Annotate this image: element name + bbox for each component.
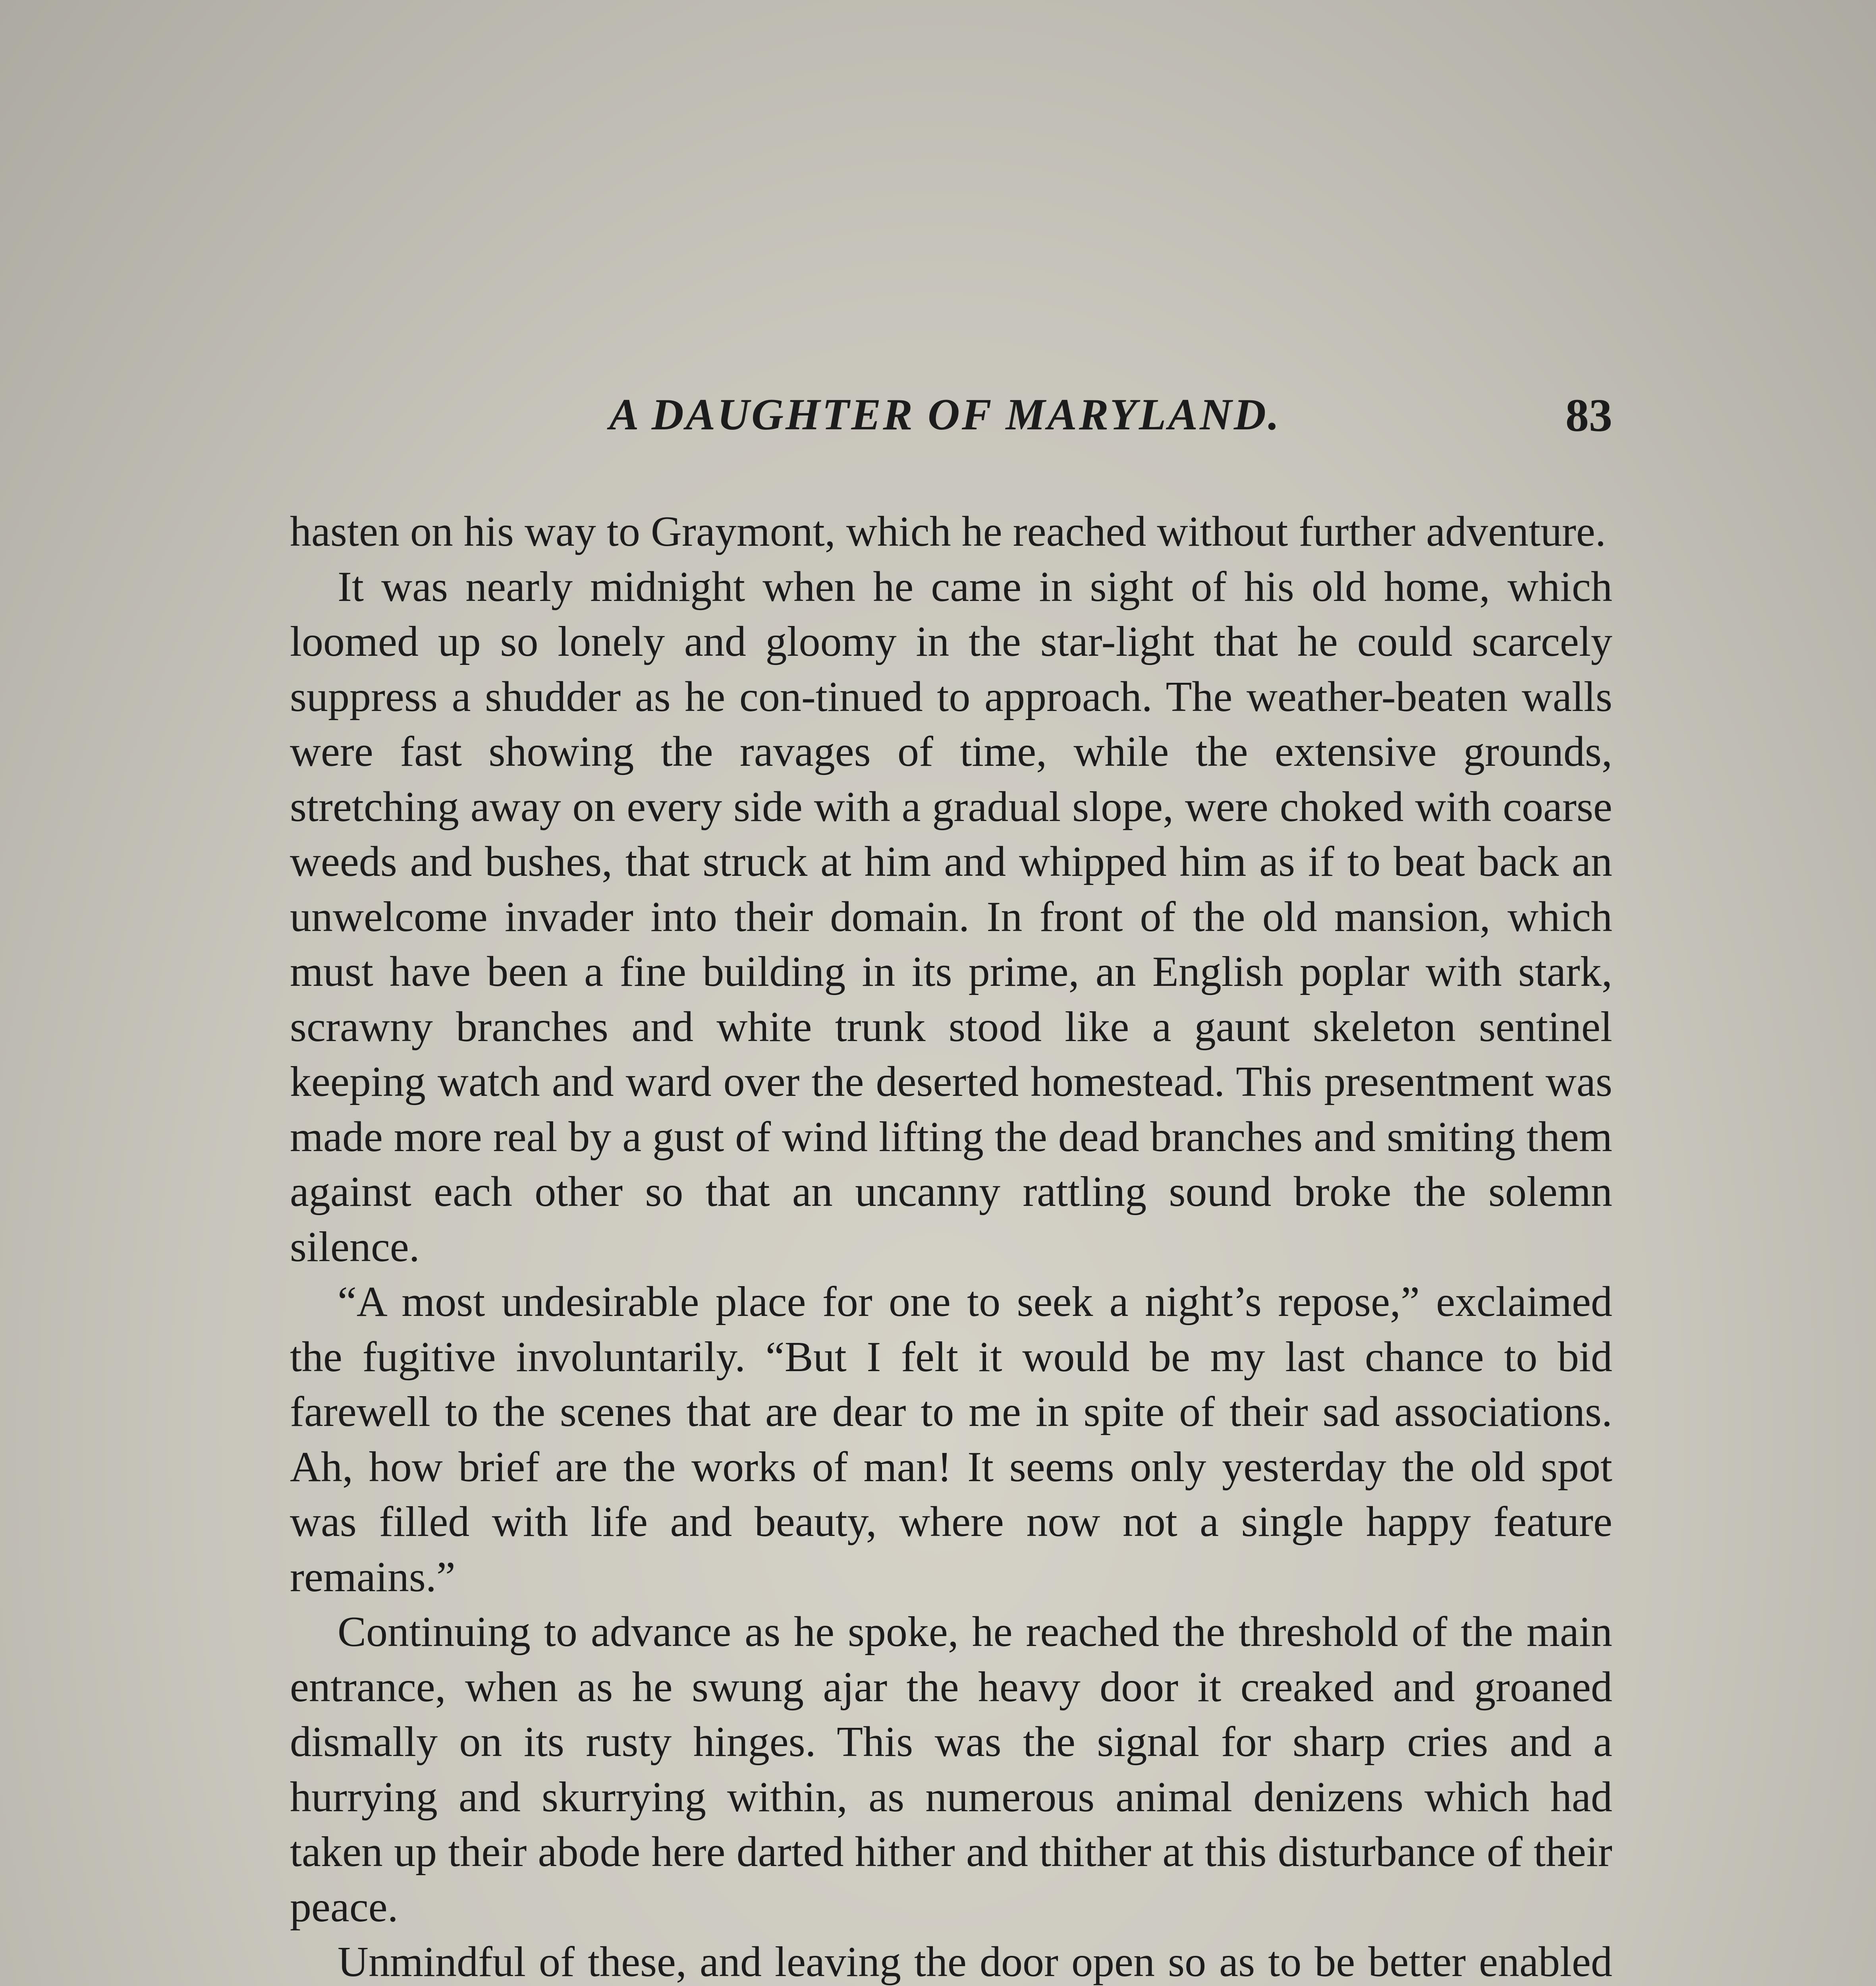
paragraph-2: It was nearly midnight when he came in sight of his old home, which loomed up so lonely and gloomy in the star-light that he could scarcely suppress a shudder as he con-tinued to approach. The weather-beaten walls were fast showing the ravages of time, while the extensive grounds, stretching away on every side with a gradual slope, were choked with coarse weeds and bushes, that struck at him and whipped him as if to beat back an unwelcome invader into their domain. In front of the old mansion, which must have been a fine building in its prime, an English poplar with stark, scrawny branches and white trunk stood like a gaunt skeleton sentinel keeping watch and ward over the deserted homestead. This presentment was made more real by a gust of wind lifting the dead branches and smiting them against each other so that an uncanny rattling sound broke the solemn silence. bbox=[290, 563, 1612, 1271]
paragraph-5: Unmindful of these, and leaving the door open so as to be better enabled bbox=[338, 1938, 1612, 1986]
paragraph-1: hasten on his way to Graymont, which he reached without further adventure. bbox=[290, 508, 1606, 555]
paragraph-4: Continuing to advance as he spoke, he reached the threshold of the main entrance, when as he swung ajar the heavy door it creaked and groaned dismally on its rusty hinges. This was the signal for sharp cries and a hurrying and skurrying within, as numerous animal denizens which had taken up their abode here darted hither and thither at this disturbance of their peace. bbox=[290, 1608, 1612, 1931]
body-text bbox=[290, 504, 1612, 1986]
paragraph-3: “A most undesirable place for one to seek a night’s repose,” exclaimed the fugitive involuntarily. “But I felt it would be my last chance to bid farewell to the scenes that are dear to me in spite of their sad associations. Ah, how brief are the works of man! It seems only yesterday the old spot was filled with life and beauty, where now not a single happy feature remains.” bbox=[290, 1278, 1612, 1601]
page-header bbox=[290, 377, 1612, 457]
page-number: 83 bbox=[1565, 389, 1612, 441]
running-title: A DAUGHTER OF MARYLAND. bbox=[609, 390, 1281, 439]
